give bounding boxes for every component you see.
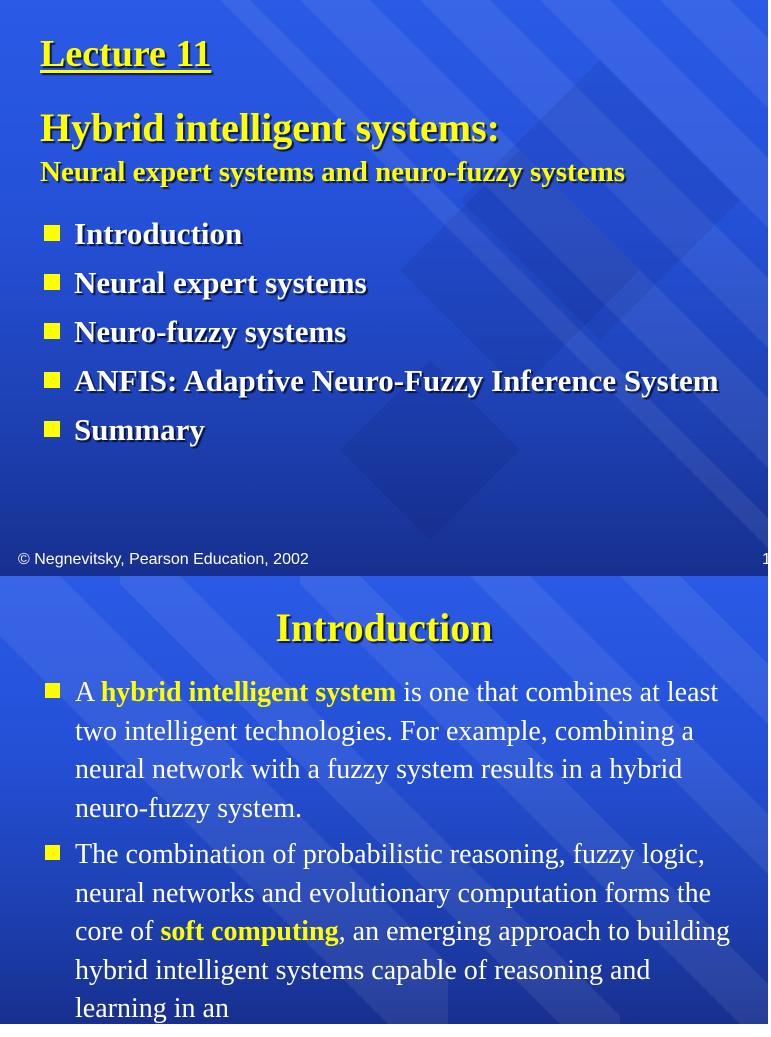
square-bullet-icon	[44, 225, 60, 241]
square-bullet-icon	[44, 421, 60, 437]
text-before: The combination of probabilistic reasoning, fuzzy logic, neural networks and evolutionary computation forms the core of	[75, 839, 712, 947]
list-item	[40, 361, 740, 401]
text-after: , an emerging approach to building hybrid intelligent systems capable of reasoning and learning in an	[75, 916, 731, 1024]
slide-2	[0, 576, 768, 1024]
square-bullet-icon	[44, 372, 60, 388]
slide-title: Hybrid intelligent systems:	[40, 105, 500, 150]
list-item	[44, 674, 734, 828]
text-after: is one that combines at least two intelligent technologies. For example, combining a neural network with a fuzzy system results in a hybrid neuro-fuzzy system.	[75, 677, 719, 824]
list-item	[40, 263, 740, 303]
list-item	[40, 312, 740, 352]
square-bullet-icon	[44, 274, 60, 290]
copyright-footer: © Negnevitsky, Pearson Education, 2002	[18, 551, 309, 568]
square-bullet-icon	[45, 845, 60, 860]
list-item	[40, 214, 740, 254]
list-item	[44, 836, 734, 1029]
list-item-label: Neural expert systems	[74, 265, 367, 300]
square-bullet-icon	[44, 323, 60, 339]
page-number: 1	[762, 551, 771, 568]
list-item-label: Summary	[74, 412, 205, 447]
highlighted-term: soft computing	[160, 916, 339, 947]
text-before: A	[75, 677, 101, 708]
highlighted-term: hybrid intelligent system	[100, 677, 397, 708]
slide-title: Introduction	[275, 605, 493, 650]
outline-list	[40, 214, 740, 459]
lecture-number: Lecture 11	[40, 33, 212, 75]
slide-subtitle: Neural expert systems and neuro-fuzzy systems	[40, 156, 626, 188]
list-item-label: ANFIS: Adaptive Neuro-Fuzzy Inference System	[74, 363, 719, 398]
list-item	[40, 410, 740, 450]
square-bullet-icon	[45, 683, 60, 698]
list-item-label: Introduction	[74, 216, 243, 251]
content-list	[44, 674, 734, 1037]
list-item-label: Neuro-fuzzy systems	[74, 314, 347, 349]
